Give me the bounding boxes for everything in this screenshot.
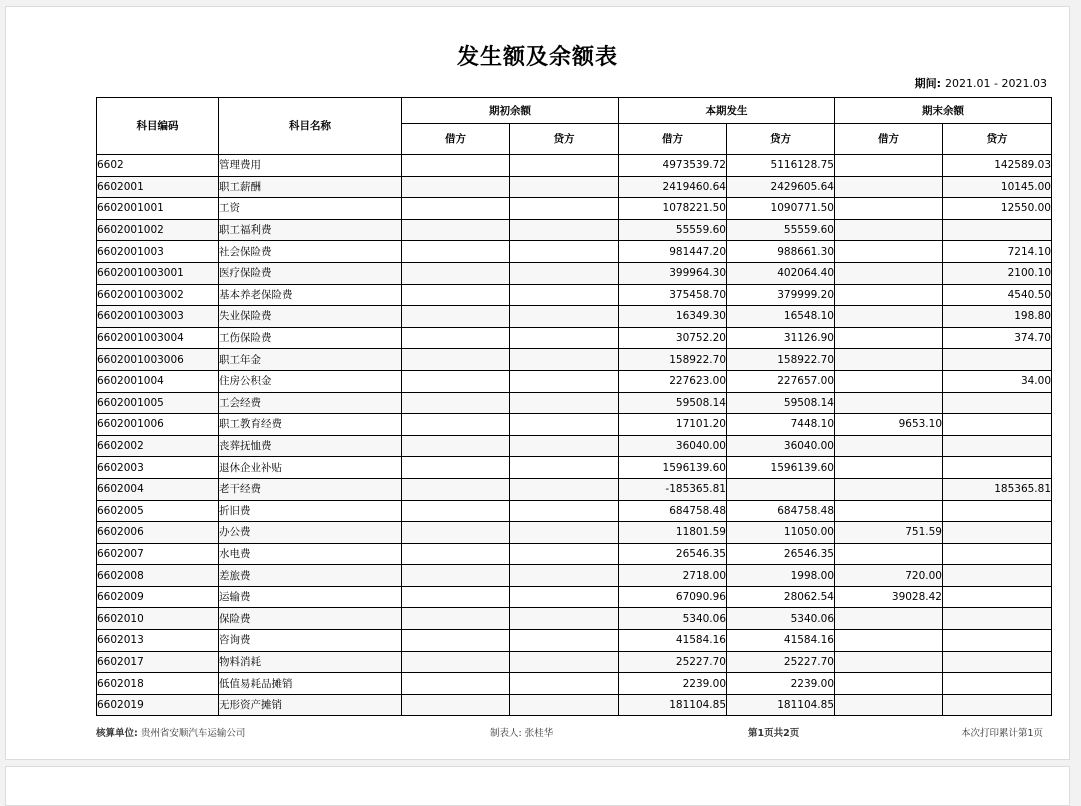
opening-debit-cell [402,198,510,220]
opening-credit-cell [510,306,619,328]
account-name: 保险费 [219,608,402,630]
account-name: 差旅费 [219,565,402,587]
table-row [97,262,1052,284]
account-code: 6602007 [97,543,219,565]
table-row [97,241,1052,263]
current-credit-cell: 11050.00 [727,522,835,544]
table-row [97,565,1052,587]
closing-debit-cell [835,543,943,565]
opening-credit-cell [510,349,619,371]
opening-credit-cell [510,457,619,479]
account-code: 6602001003001 [97,262,219,284]
report-page-1 [5,6,1070,760]
opening-debit-cell [402,543,510,565]
current-credit-cell: 227657.00 [727,370,835,392]
current-credit-cell: 41584.16 [727,630,835,652]
account-code: 6602008 [97,565,219,587]
current-credit-cell: 31126.90 [727,327,835,349]
opening-credit-cell [510,284,619,306]
preparer-label: 制表人: [490,728,522,739]
period-value: 2021.01 - 2021.03 [945,77,1047,90]
account-name: 住房公积金 [219,370,402,392]
table-row [97,522,1052,544]
opening-credit-cell [510,630,619,652]
header-closing-debit: 借方 [835,124,943,155]
opening-credit-cell [510,176,619,198]
unit-label: 核算单位: [96,728,138,739]
period-info [915,75,1047,91]
account-name: 失业保险费 [219,306,402,328]
period-label: 期间: [914,77,942,90]
current-credit-cell: 28062.54 [727,586,835,608]
current-debit-cell: 981447.20 [619,241,727,263]
current-debit-cell: 26546.35 [619,543,727,565]
current-debit-cell: 399964.30 [619,262,727,284]
current-debit-cell: 59508.14 [619,392,727,414]
current-debit-cell: 684758.48 [619,500,727,522]
account-name: 职工薪酬 [219,176,402,198]
unit-value: 贵州省安顺汽车运输公司 [140,728,246,739]
current-debit-cell: 375458.70 [619,284,727,306]
closing-credit-cell [943,543,1052,565]
table-body [97,155,1052,716]
table-row [97,457,1052,479]
closing-credit-cell [943,694,1052,716]
account-code: 6602003 [97,457,219,479]
opening-debit-cell [402,500,510,522]
table-row [97,673,1052,695]
closing-debit-cell [835,651,943,673]
table-row [97,284,1052,306]
current-debit-cell: 158922.70 [619,349,727,371]
current-credit-cell: 5340.06 [727,608,835,630]
account-code: 6602018 [97,673,219,695]
table-row [97,651,1052,673]
opening-credit-cell [510,370,619,392]
closing-debit-cell [835,608,943,630]
account-name: 社会保险费 [219,241,402,263]
current-credit-cell: 55559.60 [727,219,835,241]
account-name: 水电费 [219,543,402,565]
preparer-value: 张桂华 [524,728,554,739]
closing-debit-cell [835,349,943,371]
account-name: 职工福利费 [219,219,402,241]
closing-debit-cell [835,219,943,241]
closing-debit-cell [835,457,943,479]
account-code: 6602 [97,155,219,177]
table-row [97,198,1052,220]
current-debit-cell: 2718.00 [619,565,727,587]
account-code: 6602002 [97,435,219,457]
account-code: 6602009 [97,586,219,608]
current-credit-cell: 36040.00 [727,435,835,457]
opening-debit-cell [402,414,510,436]
opening-credit-cell [510,651,619,673]
closing-debit-cell [835,435,943,457]
account-code: 6602001003002 [97,284,219,306]
account-code: 6602001 [97,176,219,198]
header-closing: 期末余额 [835,98,1052,124]
current-debit-cell: 2239.00 [619,673,727,695]
current-credit-cell: 181104.85 [727,694,835,716]
opening-credit-cell [510,155,619,177]
account-name: 工资 [219,198,402,220]
table-header [97,98,1052,155]
closing-credit-cell: 34.00 [943,370,1052,392]
closing-credit-cell [943,500,1052,522]
account-code: 6602013 [97,630,219,652]
header-closing-credit: 贷方 [943,124,1052,155]
current-credit-cell: 988661.30 [727,241,835,263]
account-name: 无形资产摊销 [219,694,402,716]
current-credit-cell: 7448.10 [727,414,835,436]
current-credit-cell: 379999.20 [727,284,835,306]
opening-debit-cell [402,284,510,306]
closing-debit-cell [835,327,943,349]
current-credit-cell [727,478,835,500]
closing-debit-cell: 720.00 [835,565,943,587]
current-credit-cell: 402064.40 [727,262,835,284]
opening-debit-cell [402,694,510,716]
opening-credit-cell [510,522,619,544]
closing-debit-cell [835,392,943,414]
opening-credit-cell [510,241,619,263]
closing-credit-cell [943,414,1052,436]
closing-credit-cell [943,349,1052,371]
closing-credit-cell: 185365.81 [943,478,1052,500]
opening-debit-cell [402,241,510,263]
opening-debit-cell [402,457,510,479]
account-name: 职工教育经费 [219,414,402,436]
closing-debit-cell [835,673,943,695]
account-code: 6602001002 [97,219,219,241]
current-debit-cell: 2419460.64 [619,176,727,198]
opening-debit-cell [402,219,510,241]
current-debit-cell: 181104.85 [619,694,727,716]
closing-debit-cell: 39028.42 [835,586,943,608]
opening-credit-cell [510,414,619,436]
closing-debit-cell [835,694,943,716]
closing-credit-cell [943,630,1052,652]
print-info: 本次打印累计第1页 [960,728,1043,739]
header-opening: 期初余额 [402,98,619,124]
current-credit-cell: 16548.10 [727,306,835,328]
opening-credit-cell [510,673,619,695]
closing-credit-cell: 4540.50 [943,284,1052,306]
opening-debit-cell [402,608,510,630]
current-debit-cell: 41584.16 [619,630,727,652]
current-debit-cell: 36040.00 [619,435,727,457]
current-credit-cell: 2239.00 [727,673,835,695]
account-name: 管理费用 [219,155,402,177]
account-code: 6602019 [97,694,219,716]
current-debit-cell: 1078221.50 [619,198,727,220]
account-name: 运输费 [219,586,402,608]
current-debit-cell: 11801.59 [619,522,727,544]
table-row [97,349,1052,371]
closing-debit-cell [835,370,943,392]
opening-debit-cell [402,673,510,695]
account-code: 6602001005 [97,392,219,414]
account-code: 6602001003006 [97,349,219,371]
opening-debit-cell [402,478,510,500]
opening-credit-cell [510,543,619,565]
table-row [97,155,1052,177]
opening-debit-cell [402,370,510,392]
header-opening-credit: 贷方 [510,124,619,155]
current-credit-cell: 59508.14 [727,392,835,414]
closing-credit-cell [943,673,1052,695]
opening-debit-cell [402,522,510,544]
table-row [97,370,1052,392]
footer-unit [96,725,245,739]
closing-debit-cell [835,478,943,500]
opening-credit-cell [510,392,619,414]
account-name: 老干经费 [219,478,402,500]
closing-debit-cell [835,241,943,263]
closing-debit-cell [835,155,943,177]
opening-debit-cell [402,586,510,608]
account-name: 工伤保险费 [219,327,402,349]
opening-debit-cell [402,392,510,414]
closing-credit-cell: 7214.10 [943,241,1052,263]
current-credit-cell: 1998.00 [727,565,835,587]
current-debit-cell: 17101.20 [619,414,727,436]
account-code: 6602006 [97,522,219,544]
header-current-credit: 贷方 [727,124,835,155]
header-code: 科目编码 [97,98,219,155]
closing-credit-cell: 374.70 [943,327,1052,349]
account-code: 6602001003004 [97,327,219,349]
closing-credit-cell: 12550.00 [943,198,1052,220]
current-debit-cell: 30752.20 [619,327,727,349]
closing-credit-cell [943,608,1052,630]
current-debit-cell: 16349.30 [619,306,727,328]
account-name: 退休企业补贴 [219,457,402,479]
table-row [97,176,1052,198]
account-name: 职工年金 [219,349,402,371]
opening-credit-cell [510,262,619,284]
closing-credit-cell [943,392,1052,414]
current-credit-cell: 25227.70 [727,651,835,673]
account-name: 基本养老保险费 [219,284,402,306]
account-code: 6602001003003 [97,306,219,328]
account-name: 折旧费 [219,500,402,522]
opening-credit-cell [510,219,619,241]
table-row [97,392,1052,414]
table-row [97,478,1052,500]
opening-credit-cell [510,694,619,716]
header-opening-debit: 借方 [402,124,510,155]
opening-debit-cell [402,651,510,673]
opening-credit-cell [510,500,619,522]
opening-debit-cell [402,349,510,371]
closing-credit-cell [943,586,1052,608]
current-credit-cell: 684758.48 [727,500,835,522]
account-code: 6602001004 [97,370,219,392]
account-name: 办公费 [219,522,402,544]
closing-credit-cell [943,522,1052,544]
table-row [97,608,1052,630]
report-title: 发生额及余额表 [456,45,618,70]
table-row [97,630,1052,652]
report-page-2 [5,766,1070,806]
account-code: 6602005 [97,500,219,522]
closing-credit-cell [943,219,1052,241]
account-name: 工会经费 [219,392,402,414]
account-code: 6602017 [97,651,219,673]
current-debit-cell: 227623.00 [619,370,727,392]
opening-debit-cell [402,155,510,177]
table-row [97,694,1052,716]
closing-debit-cell [835,630,943,652]
current-debit-cell: 55559.60 [619,219,727,241]
header-current-debit: 借方 [619,124,727,155]
closing-debit-cell [835,176,943,198]
opening-debit-cell [402,435,510,457]
opening-debit-cell [402,565,510,587]
table-row [97,543,1052,565]
current-credit-cell: 1596139.60 [727,457,835,479]
account-code: 6602001006 [97,414,219,436]
opening-credit-cell [510,565,619,587]
table-row [97,500,1052,522]
table-row [97,219,1052,241]
account-name: 低值易耗品摊销 [219,673,402,695]
closing-debit-cell: 751.59 [835,522,943,544]
opening-credit-cell [510,435,619,457]
opening-credit-cell [510,198,619,220]
current-debit-cell: 4973539.72 [619,155,727,177]
opening-debit-cell [402,262,510,284]
current-debit-cell: 5340.06 [619,608,727,630]
account-code: 6602004 [97,478,219,500]
opening-credit-cell [510,478,619,500]
closing-debit-cell [835,284,943,306]
closing-credit-cell: 142589.03 [943,155,1052,177]
closing-credit-cell [943,435,1052,457]
closing-credit-cell [943,565,1052,587]
table-row [97,306,1052,328]
closing-credit-cell: 198.80 [943,306,1052,328]
current-credit-cell: 158922.70 [727,349,835,371]
table-row [97,414,1052,436]
opening-credit-cell [510,327,619,349]
opening-credit-cell [510,608,619,630]
page-info: 第1页共2页 [748,728,800,739]
footer-print-info [961,725,1043,739]
account-name: 物料消耗 [219,651,402,673]
current-credit-cell: 2429605.64 [727,176,835,198]
current-debit-cell: 67090.96 [619,586,727,608]
closing-credit-cell: 10145.00 [943,176,1052,198]
closing-credit-cell [943,457,1052,479]
account-name: 丧葬抚恤费 [219,435,402,457]
closing-debit-cell [835,262,943,284]
opening-debit-cell [402,327,510,349]
account-code: 6602001003 [97,241,219,263]
table-row [97,586,1052,608]
closing-debit-cell [835,500,943,522]
closing-debit-cell: 9653.10 [835,414,943,436]
opening-debit-cell [402,176,510,198]
closing-credit-cell [943,651,1052,673]
current-debit-cell: -185365.81 [619,478,727,500]
account-name: 咨询费 [219,630,402,652]
account-name: 医疗保险费 [219,262,402,284]
current-credit-cell: 1090771.50 [727,198,835,220]
opening-credit-cell [510,586,619,608]
balance-table [96,97,1052,716]
header-name: 科目名称 [219,98,402,155]
footer-page-info [748,725,799,739]
closing-debit-cell [835,198,943,220]
current-credit-cell: 5116128.75 [727,155,835,177]
table-row [97,327,1052,349]
account-code: 6602001001 [97,198,219,220]
footer-preparer [490,725,553,739]
opening-debit-cell [402,630,510,652]
closing-debit-cell [835,306,943,328]
table-row [97,435,1052,457]
current-credit-cell: 26546.35 [727,543,835,565]
account-code: 6602010 [97,608,219,630]
current-debit-cell: 25227.70 [619,651,727,673]
header-current: 本期发生 [619,98,835,124]
opening-debit-cell [402,306,510,328]
closing-credit-cell: 2100.10 [943,262,1052,284]
current-debit-cell: 1596139.60 [619,457,727,479]
